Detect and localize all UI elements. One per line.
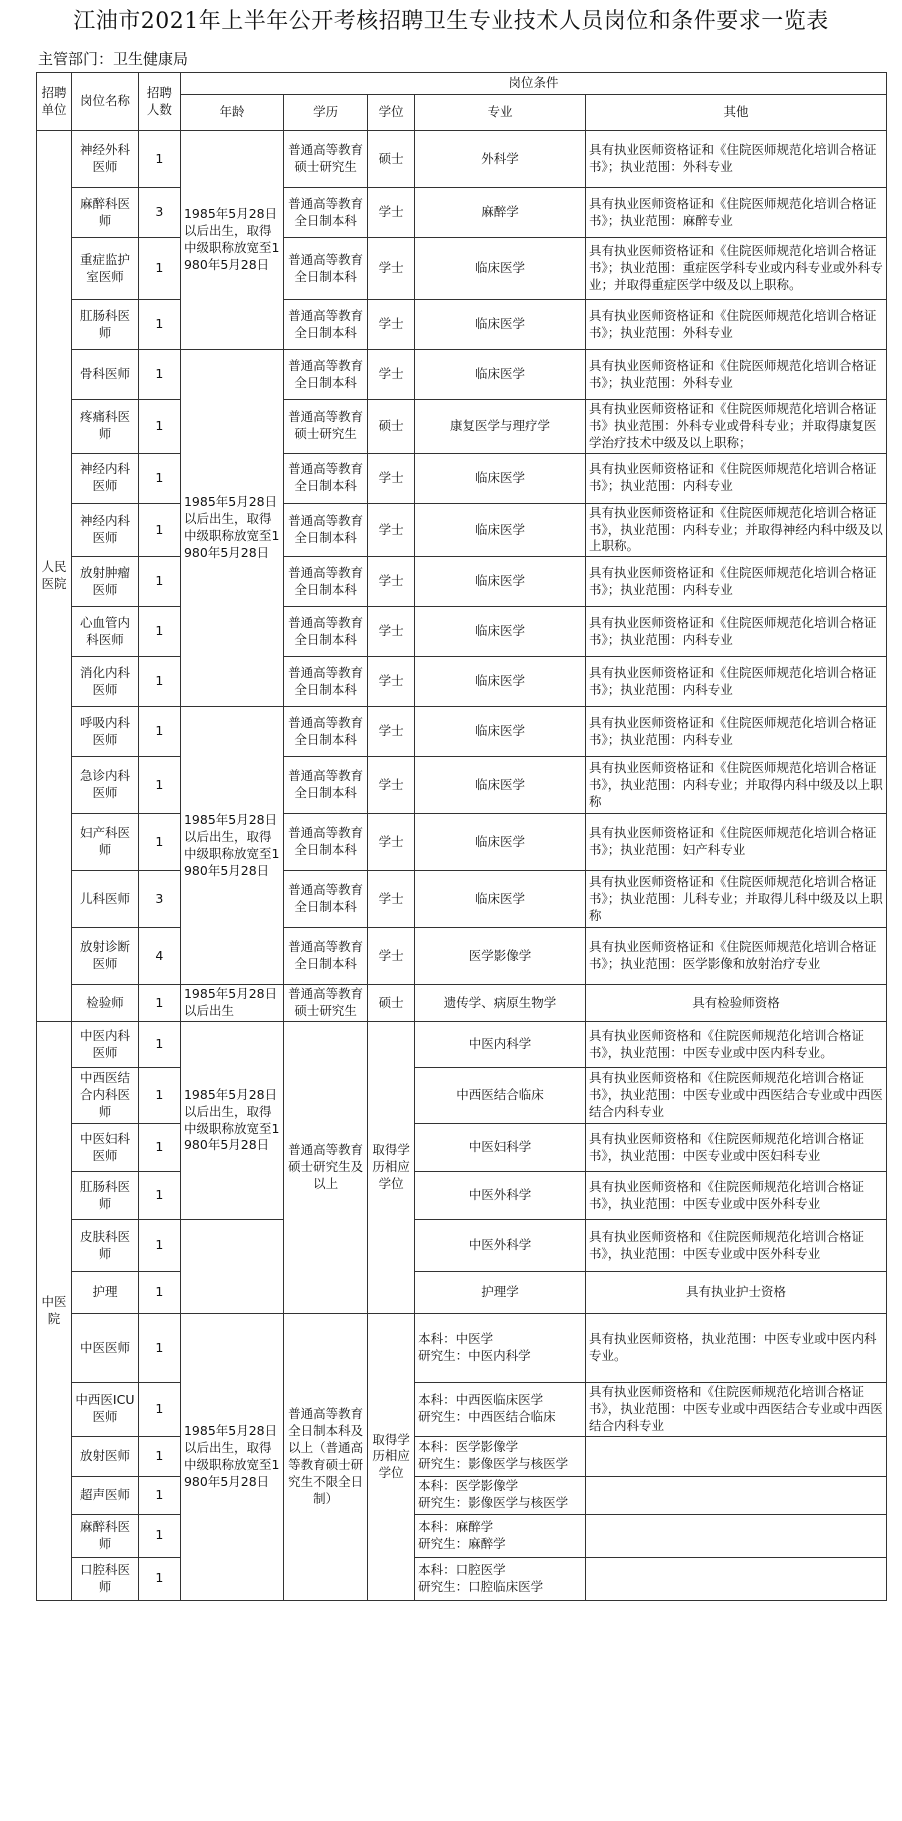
header-conditions: 岗位条件 — [180, 73, 886, 95]
table-row — [37, 1383, 887, 1437]
count-cell: 1 — [138, 1022, 180, 1068]
other-cell: 具有执业医师资格证和《住院医师规范化培训合格证书》；执业范围：外科专业 — [586, 131, 887, 188]
other-cell: 具有执业医师资格和《住院医师规范化培训合格证书》，执业范围：中医专业或中医妇科专业 — [586, 1124, 887, 1172]
position-cell: 肛肠科医师 — [72, 1172, 139, 1220]
count-cell: 4 — [138, 928, 180, 985]
table-row — [37, 985, 887, 1022]
position-cell: 骨科医师 — [72, 350, 139, 400]
major-cell: 医学影像学 — [415, 928, 586, 985]
age-cell: 1985年5月28日以后出生，取得中级职称放宽至1980年5月28日 — [180, 131, 283, 350]
degree-cell: 取得学历相应学位 — [368, 1314, 415, 1601]
position-cell: 麻醉科医师 — [72, 188, 139, 238]
header-age: 年龄 — [180, 95, 283, 131]
position-cell: 放射医师 — [72, 1436, 139, 1476]
table-row — [37, 1124, 887, 1172]
education-cell: 普通高等教育全日制本科 — [283, 238, 367, 300]
major-cell: 临床医学 — [415, 350, 586, 400]
major-cell: 护理学 — [415, 1272, 586, 1314]
other-cell: 具有执业医师资格证和《住院医师规范化培训合格证书》；执业范围：重症医学科专业或内科专业或外科专业；并取得重症医学中级及以上职称。 — [586, 238, 887, 300]
count-cell: 1 — [138, 350, 180, 400]
major-cell: 临床医学 — [415, 607, 586, 657]
education-cell: 普通高等教育全日制本科及以上（普通高等教育硕士研究生不限全日制） — [283, 1314, 367, 1601]
major-cell: 本科：医学影像学 研究生：影像医学与核医学 — [415, 1436, 586, 1476]
count-cell: 3 — [138, 188, 180, 238]
position-cell: 检验师 — [72, 985, 139, 1022]
table-row — [37, 1272, 887, 1314]
degree-cell: 学士 — [368, 350, 415, 400]
degree-cell: 硕士 — [368, 400, 415, 454]
degree-cell: 学士 — [368, 503, 415, 557]
other-cell: 具有执业医师资格证和《住院医师规范化培训合格证书》，执业范围：内科专业；并取得神经内科中级及以上职称。 — [586, 503, 887, 557]
position-cell: 麻醉科医师 — [72, 1514, 139, 1557]
position-cell: 肛肠科医师 — [72, 300, 139, 350]
education-cell: 普通高等教育全日制本科 — [283, 350, 367, 400]
table-row — [37, 1022, 887, 1068]
major-cell: 临床医学 — [415, 707, 586, 757]
degree-cell: 学士 — [368, 928, 415, 985]
count-cell: 1 — [138, 1124, 180, 1172]
other-cell: 具有执业医师资格证和《住院医师规范化培训合格证书》；执业范围：妇产科专业 — [586, 814, 887, 871]
education-cell: 普通高等教育全日制本科 — [283, 300, 367, 350]
table-row — [37, 1557, 887, 1600]
header-row — [37, 73, 887, 95]
count-cell: 1 — [138, 1314, 180, 1383]
count-cell: 1 — [138, 1220, 180, 1272]
other-cell: 具有执业医师资格证和《住院医师规范化培训合格证书》；执业范围：医学影像和放射治疗专业 — [586, 928, 887, 985]
major-cell: 中医外科学 — [415, 1220, 586, 1272]
major-cell: 临床医学 — [415, 503, 586, 557]
position-cell: 疼痛科医师 — [72, 400, 139, 454]
other-cell: 具有执业医师资格证和《住院医师规范化培训合格证书》；执业范围：内科专业 — [586, 607, 887, 657]
recruitment-table — [36, 72, 887, 1601]
major-cell: 本科：口腔医学 研究生：口腔临床医学 — [415, 1557, 586, 1600]
header-other: 其他 — [586, 95, 887, 131]
count-cell: 1 — [138, 503, 180, 557]
page-title: 江油市2021年上半年公开考核招聘卫生专业技术人员岗位和条件要求一览表 — [73, 9, 829, 34]
other-cell: 具有执业医师资格证和《住院医师规范化培训合格证书》；执业范围：内科专业 — [586, 557, 887, 607]
count-cell: 1 — [138, 607, 180, 657]
position-cell: 心血管内科医师 — [72, 607, 139, 657]
degree-cell: 学士 — [368, 453, 415, 503]
major-cell: 中西医结合临床 — [415, 1068, 586, 1124]
other-cell — [586, 1436, 887, 1476]
header-unit: 招聘单位 — [37, 73, 72, 131]
table-body — [37, 131, 887, 1601]
major-cell: 本科：医学影像学 研究生：影像医学与核医学 — [415, 1476, 586, 1514]
other-cell: 具有执业医师资格和《住院医师规范化培训合格证书》，执业范围：中医专业或中西医结合专业或中西医结合内科专业 — [586, 1068, 887, 1124]
major-cell: 本科：中医学 研究生：中医内科学 — [415, 1314, 586, 1383]
major-cell: 中医外科学 — [415, 1172, 586, 1220]
count-cell: 1 — [138, 1272, 180, 1314]
position-cell: 超声医师 — [72, 1476, 139, 1514]
table-row — [37, 1476, 887, 1514]
table-row — [37, 814, 887, 871]
table-row — [37, 400, 887, 454]
position-cell: 消化内科医师 — [72, 657, 139, 707]
other-cell — [586, 1476, 887, 1514]
degree-cell: 学士 — [368, 707, 415, 757]
count-cell: 1 — [138, 1383, 180, 1437]
count-cell: 1 — [138, 400, 180, 454]
table-row — [37, 1314, 887, 1383]
count-cell: 1 — [138, 453, 180, 503]
degree-cell: 学士 — [368, 557, 415, 607]
other-cell: 具有执业医师资格证和《住院医师规范化培训合格证书》；执业范围：外科专业 — [586, 300, 887, 350]
major-cell: 临床医学 — [415, 238, 586, 300]
other-cell — [586, 1514, 887, 1557]
position-cell: 中西医ICU医师 — [72, 1383, 139, 1437]
major-cell: 临床医学 — [415, 453, 586, 503]
education-cell: 普通高等教育全日制本科 — [283, 757, 367, 814]
major-cell: 遗传学、病原生物学 — [415, 985, 586, 1022]
position-cell: 中医妇科医师 — [72, 1124, 139, 1172]
age-cell: 1985年5月28日以后出生，取得中级职称放宽至1980年5月28日 — [180, 1022, 283, 1220]
count-cell: 1 — [138, 985, 180, 1022]
education-cell: 普通高等教育全日制本科 — [283, 503, 367, 557]
degree-cell: 学士 — [368, 300, 415, 350]
count-cell: 3 — [138, 871, 180, 928]
count-cell: 1 — [138, 1436, 180, 1476]
position-cell: 护理 — [72, 1272, 139, 1314]
header-position: 岗位名称 — [72, 73, 139, 131]
major-cell: 临床医学 — [415, 757, 586, 814]
table-row — [37, 1220, 887, 1272]
header-degree: 学位 — [368, 95, 415, 131]
major-cell: 临床医学 — [415, 814, 586, 871]
position-cell: 中医医师 — [72, 1314, 139, 1383]
age-cell — [180, 1220, 283, 1314]
count-cell: 1 — [138, 238, 180, 300]
table-row — [37, 453, 887, 503]
other-cell: 具有执业护士资格 — [586, 1272, 887, 1314]
count-cell: 1 — [138, 131, 180, 188]
major-cell: 本科：麻醉学 研究生：麻醉学 — [415, 1514, 586, 1557]
other-cell: 具有执业医师资格和《住院医师规范化培训合格证书》，执业范围：中医专业或中西医结合专业或中西医结合内科专业 — [586, 1383, 887, 1437]
position-cell: 口腔科医师 — [72, 1557, 139, 1600]
position-cell: 重症监护室医师 — [72, 238, 139, 300]
degree-cell: 学士 — [368, 871, 415, 928]
table-row — [37, 557, 887, 607]
education-cell: 普通高等教育全日制本科 — [283, 928, 367, 985]
degree-cell: 硕士 — [368, 131, 415, 188]
other-cell: 具有执业医师资格证和《住院医师规范化培训合格证书》；执业范围：内科专业 — [586, 657, 887, 707]
position-cell: 神经内科医师 — [72, 453, 139, 503]
table-row — [37, 757, 887, 814]
education-cell: 普通高等教育全日制本科 — [283, 453, 367, 503]
count-cell: 1 — [138, 1557, 180, 1600]
position-cell: 皮肤科医师 — [72, 1220, 139, 1272]
major-cell: 临床医学 — [415, 657, 586, 707]
count-cell: 1 — [138, 1514, 180, 1557]
department-label: 主管部门：卫生健康局 — [38, 50, 189, 68]
table-row — [37, 503, 887, 557]
major-cell: 中医内科学 — [415, 1022, 586, 1068]
count-cell: 1 — [138, 707, 180, 757]
degree-cell: 学士 — [368, 757, 415, 814]
major-cell: 临床医学 — [415, 557, 586, 607]
position-cell: 放射诊断医师 — [72, 928, 139, 985]
education-cell: 普通高等教育硕士研究生 — [283, 131, 367, 188]
major-cell: 外科学 — [415, 131, 586, 188]
education-cell: 普通高等教育全日制本科 — [283, 871, 367, 928]
table-row — [37, 300, 887, 350]
education-cell: 普通高等教育全日制本科 — [283, 557, 367, 607]
other-cell — [586, 1557, 887, 1600]
other-cell: 具有执业医师资格和《住院医师规范化培训合格证书》，执业范围：中医专业或中医外科专业 — [586, 1220, 887, 1272]
other-cell: 具有执业医师资格证和《住院医师规范化培训合格证书》；执业范围：外科专业 — [586, 350, 887, 400]
position-cell: 急诊内科医师 — [72, 757, 139, 814]
other-cell: 具有执业医师资格证和《住院医师规范化培训合格证书》；执业范围：儿科专业；并取得儿科中级及以上职称 — [586, 871, 887, 928]
count-cell: 1 — [138, 300, 180, 350]
count-cell: 1 — [138, 757, 180, 814]
degree-cell: 硕士 — [368, 985, 415, 1022]
count-cell: 1 — [138, 1476, 180, 1514]
major-cell: 本科：中西医临床医学 研究生：中西医结合临床 — [415, 1383, 586, 1437]
position-cell: 放射肿瘤医师 — [72, 557, 139, 607]
age-cell: 1985年5月28日以后出生，取得中级职称放宽至1980年5月28日 — [180, 350, 283, 707]
age-cell: 1985年5月28日以后出生，取得中级职称放宽至1980年5月28日 — [180, 707, 283, 985]
position-cell: 呼吸内科医师 — [72, 707, 139, 757]
other-cell: 具有检验师资格 — [586, 985, 887, 1022]
education-cell: 普通高等教育硕士研究生及以上 — [283, 1022, 367, 1314]
education-cell: 普通高等教育全日制本科 — [283, 814, 367, 871]
other-cell: 具有执业医师资格，执业范围：中医专业或中医内科专业。 — [586, 1314, 887, 1383]
education-cell: 普通高等教育硕士研究生 — [283, 400, 367, 454]
major-cell: 麻醉学 — [415, 188, 586, 238]
position-cell: 儿科医师 — [72, 871, 139, 928]
other-cell: 具有执业医师资格证和《住院医师规范化培训合格证书》执业范围：外科专业或骨科专业；并取得康复医学治疗技术中级及以上职称； — [586, 400, 887, 454]
education-cell: 普通高等教育全日制本科 — [283, 188, 367, 238]
table-row — [37, 1514, 887, 1557]
position-cell: 神经内科医师 — [72, 503, 139, 557]
other-cell: 具有执业医师资格和《住院医师规范化培训合格证书》，执业范围：中医专业或中医外科专业 — [586, 1172, 887, 1220]
position-cell: 中西医结合内科医师 — [72, 1068, 139, 1124]
other-cell: 具有执业医师资格证和《住院医师规范化培训合格证书》，执业范围：内科专业；并取得内科中级及以上职称 — [586, 757, 887, 814]
count-cell: 1 — [138, 1172, 180, 1220]
age-cell: 1985年5月28日以后出生 — [180, 985, 283, 1022]
other-cell: 具有执业医师资格证和《住院医师规范化培训合格证书》；执业范围：内科专业 — [586, 707, 887, 757]
education-cell: 普通高等教育硕士研究生 — [283, 985, 367, 1022]
table-row — [37, 657, 887, 707]
count-cell: 1 — [138, 1068, 180, 1124]
other-cell: 具有执业医师资格证和《住院医师规范化培训合格证书》；执业范围：内科专业 — [586, 453, 887, 503]
major-cell: 临床医学 — [415, 871, 586, 928]
degree-cell: 取得学历相应学位 — [368, 1022, 415, 1314]
position-cell: 神经外科医师 — [72, 131, 139, 188]
degree-cell: 学士 — [368, 607, 415, 657]
major-cell: 康复医学与理疗学 — [415, 400, 586, 454]
unit-cell-zhongyi: 中医院 — [37, 1022, 72, 1601]
count-cell: 1 — [138, 814, 180, 871]
education-cell: 普通高等教育全日制本科 — [283, 657, 367, 707]
table-row — [37, 707, 887, 757]
position-cell: 妇产科医师 — [72, 814, 139, 871]
position-cell: 中医内科医师 — [72, 1022, 139, 1068]
table-row — [37, 871, 887, 928]
table-row — [37, 238, 887, 300]
degree-cell: 学士 — [368, 657, 415, 707]
major-cell: 临床医学 — [415, 300, 586, 350]
education-cell: 普通高等教育全日制本科 — [283, 707, 367, 757]
table-row — [37, 1068, 887, 1124]
degree-cell: 学士 — [368, 238, 415, 300]
unit-cell-renmin: 人民医院 — [37, 131, 72, 1022]
degree-cell: 学士 — [368, 188, 415, 238]
age-cell: 1985年5月28日以后出生，取得中级职称放宽至1980年5月28日 — [180, 1314, 283, 1601]
table-row — [37, 1172, 887, 1220]
count-cell: 1 — [138, 657, 180, 707]
education-cell: 普通高等教育全日制本科 — [283, 607, 367, 657]
header-education: 学历 — [283, 95, 367, 131]
degree-cell: 学士 — [368, 814, 415, 871]
other-cell: 具有执业医师资格证和《住院医师规范化培训合格证书》；执业范围：麻醉专业 — [586, 188, 887, 238]
table-row — [37, 607, 887, 657]
table-row — [37, 1436, 887, 1476]
major-cell: 中医妇科学 — [415, 1124, 586, 1172]
table-row — [37, 188, 887, 238]
count-cell: 1 — [138, 557, 180, 607]
other-cell: 具有执业医师资格和《住院医师规范化培训合格证书》，执业范围：中医专业或中医内科专业。 — [586, 1022, 887, 1068]
table-row — [37, 131, 887, 188]
table-row — [37, 928, 887, 985]
header-major: 专业 — [415, 95, 586, 131]
header-count: 招聘人数 — [138, 73, 180, 131]
table-row — [37, 350, 887, 400]
